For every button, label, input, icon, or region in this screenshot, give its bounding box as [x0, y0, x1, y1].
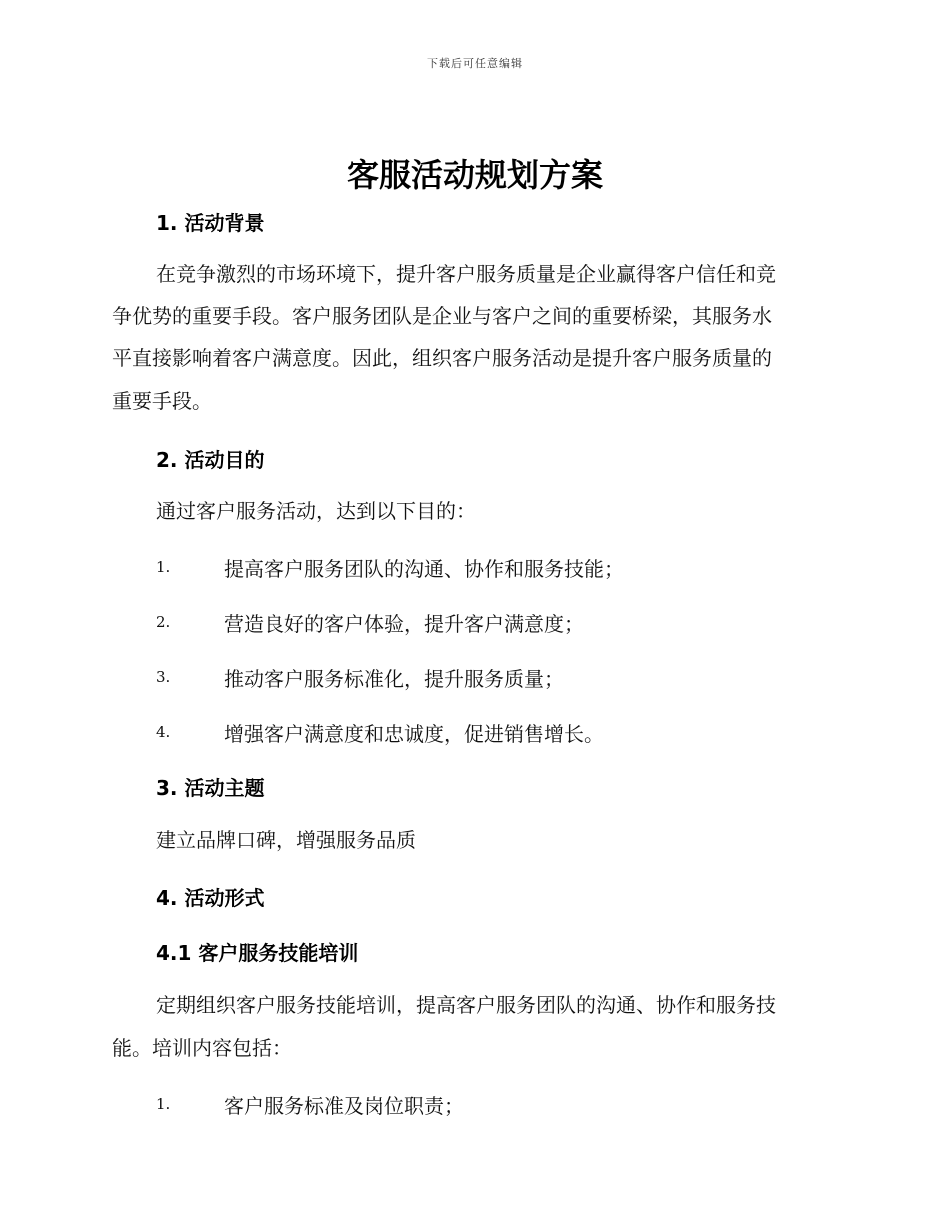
paragraph-line: 重要手段。: [112, 389, 212, 413]
section-heading-form: 4. 活动形式: [156, 886, 265, 910]
list-text: 提高客户服务团队的沟通、协作和服务技能；: [224, 557, 624, 581]
section-heading-background: 1. 活动背景: [156, 211, 265, 235]
paragraph-line: 能。培训内容包括：: [112, 1036, 292, 1060]
list-number: 4.: [156, 723, 171, 741]
purpose-intro: 通过客户服务活动，达到以下目的：: [156, 499, 476, 523]
list-text: 增强客户满意度和忠诚度，促进销售增长。: [224, 722, 604, 746]
list-number: 1.: [156, 558, 171, 576]
list-number: 3.: [156, 668, 171, 686]
paragraph-line: 在竞争激烈的市场环境下，提升客户服务质量是企业赢得客户信任和竞: [156, 262, 776, 286]
theme-text: 建立品牌口碑，增强服务品质: [156, 828, 416, 852]
sub-heading-training: 4.1 客户服务技能培训: [156, 941, 359, 965]
section-heading-theme: 3. 活动主题: [156, 776, 265, 800]
list-number: 2.: [156, 613, 171, 631]
paragraph-line: 争优势的重要手段。客户服务团队是企业与客户之间的重要桥梁，其服务水: [112, 304, 772, 328]
list-text: 营造良好的客户体验，提升客户满意度；: [224, 612, 584, 636]
list-text: 客户服务标准及岗位职责；: [224, 1094, 464, 1118]
document-title: 客服活动规划方案: [346, 156, 603, 194]
header-note: 下载后可任意编辑: [427, 57, 523, 70]
paragraph-line: 定期组织客户服务技能培训，提高客户服务团队的沟通、协作和服务技: [156, 993, 776, 1017]
paragraph-line: 平直接影响着客户满意度。因此，组织客户服务活动是提升客户服务质量的: [112, 346, 772, 370]
list-text: 推动客户服务标准化，提升服务质量；: [224, 667, 564, 691]
section-heading-purpose: 2. 活动目的: [156, 448, 265, 472]
list-number: 1.: [156, 1095, 171, 1113]
